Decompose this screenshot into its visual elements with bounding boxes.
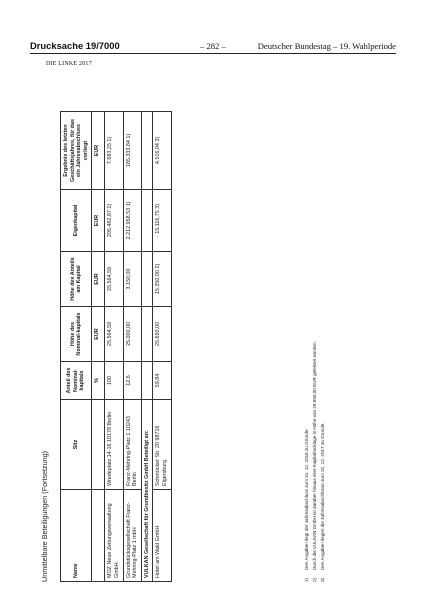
parliament-label: Deutscher Bundestag – 19. Wahlperiode xyxy=(257,41,396,51)
cell-equity: 2.212.958,53 1) xyxy=(123,190,141,252)
cell-equity: 205.482,87 1) xyxy=(105,190,123,252)
table-row xyxy=(153,112,171,582)
cell-result: 7.683,25 1) xyxy=(105,112,123,190)
cell-stake: 25.564,59 xyxy=(105,252,123,307)
document-number: Drucksache 19/7000 xyxy=(30,40,120,51)
rotated-table-area xyxy=(12,100,372,590)
cell-name: Grundstücksgesellschaft Franz-Mehring-Platz 1 mbH xyxy=(123,490,141,582)
cell-share: 59,84 xyxy=(153,362,171,400)
table-caption: Unmittelbare Beteiligungen (Fortsetzung) xyxy=(40,450,49,582)
footnote: 2)Durch die VULKAN GmbH ist darüber hinaus eine Kapitalrücklage in Höhe von 29.550,00 EUR geleistet worden. xyxy=(312,341,317,582)
header-rule xyxy=(30,53,396,54)
col-name: Name xyxy=(61,490,92,582)
col-stake: Höhe des Anteils am Kapital xyxy=(61,252,92,307)
unit-cell: EUR xyxy=(92,190,105,252)
cell-share: 100 xyxy=(105,362,123,400)
cell-name: MOZ Neue Zeitungsverwaltung GmbH xyxy=(105,490,123,582)
col-share: Anteil des Nominal-kapitals xyxy=(61,362,92,400)
cell-share: 12,6 xyxy=(123,362,141,400)
cell-seat: Wredeplatz 14-16 10178 Berlin xyxy=(105,400,123,490)
cell-seat: Schmücker Str. 20 98716 Elgersburg xyxy=(153,400,171,490)
page-number: – 282 – xyxy=(200,41,226,51)
cell-nominal: 25.000,00 xyxy=(123,307,141,362)
unit-cell: EUR xyxy=(92,112,105,190)
group-label: VULKAN Gesellschaft für Grundbesitz GmbH Beteiligt an: xyxy=(141,400,153,582)
col-equity: Eigenkapital xyxy=(61,190,92,252)
col-seat: Sitz xyxy=(61,400,92,490)
cell-equity: - 15.116,75 3) xyxy=(153,190,171,252)
col-nominal: Höhe des Nominal-kapitals xyxy=(61,307,92,362)
cell-stake: 3.150,00 xyxy=(123,252,141,307)
unit-cell: EUR xyxy=(92,307,105,362)
party-label: DIE LINKE 2017 xyxy=(46,61,92,67)
unit-cell: EUR xyxy=(92,252,105,307)
cell-result: 185.333,84 1) xyxy=(123,112,141,190)
cell-result: 4.516,04 3) xyxy=(153,112,171,190)
cell-stake: 15.350,00 2) xyxy=(153,252,171,307)
footnote: 1)Den Angaben liegt der Jahresabschluss zum 31. 12. 2016 zu Grunde. xyxy=(304,428,309,582)
holdings-table xyxy=(60,111,172,582)
table-row xyxy=(123,112,141,582)
page-header xyxy=(30,40,396,52)
unit-cell xyxy=(92,490,105,582)
units-row xyxy=(92,112,105,582)
cell-nominal: 25.564,59 xyxy=(105,307,123,362)
unit-cell xyxy=(92,400,105,490)
cell-nominal: 25.650,00 xyxy=(153,307,171,362)
unit-cell: % xyxy=(92,362,105,400)
table-row xyxy=(105,112,123,582)
table-header-row xyxy=(61,112,92,582)
cell-name: Hotel am Wald GmbH xyxy=(153,490,171,582)
footnote: 3)Den Angaben liegen die Jahresabschlüsse zum 31. 12. 2017 zu Grunde. xyxy=(320,422,325,582)
cell-seat: Franz-Mehring-Platz 1 10243 Berlin xyxy=(123,400,141,490)
group-row xyxy=(141,112,153,582)
col-result: Ergebnis des letzten Geschäftsjahres, für das ein Jahresabschluss vorliegt xyxy=(61,112,92,190)
